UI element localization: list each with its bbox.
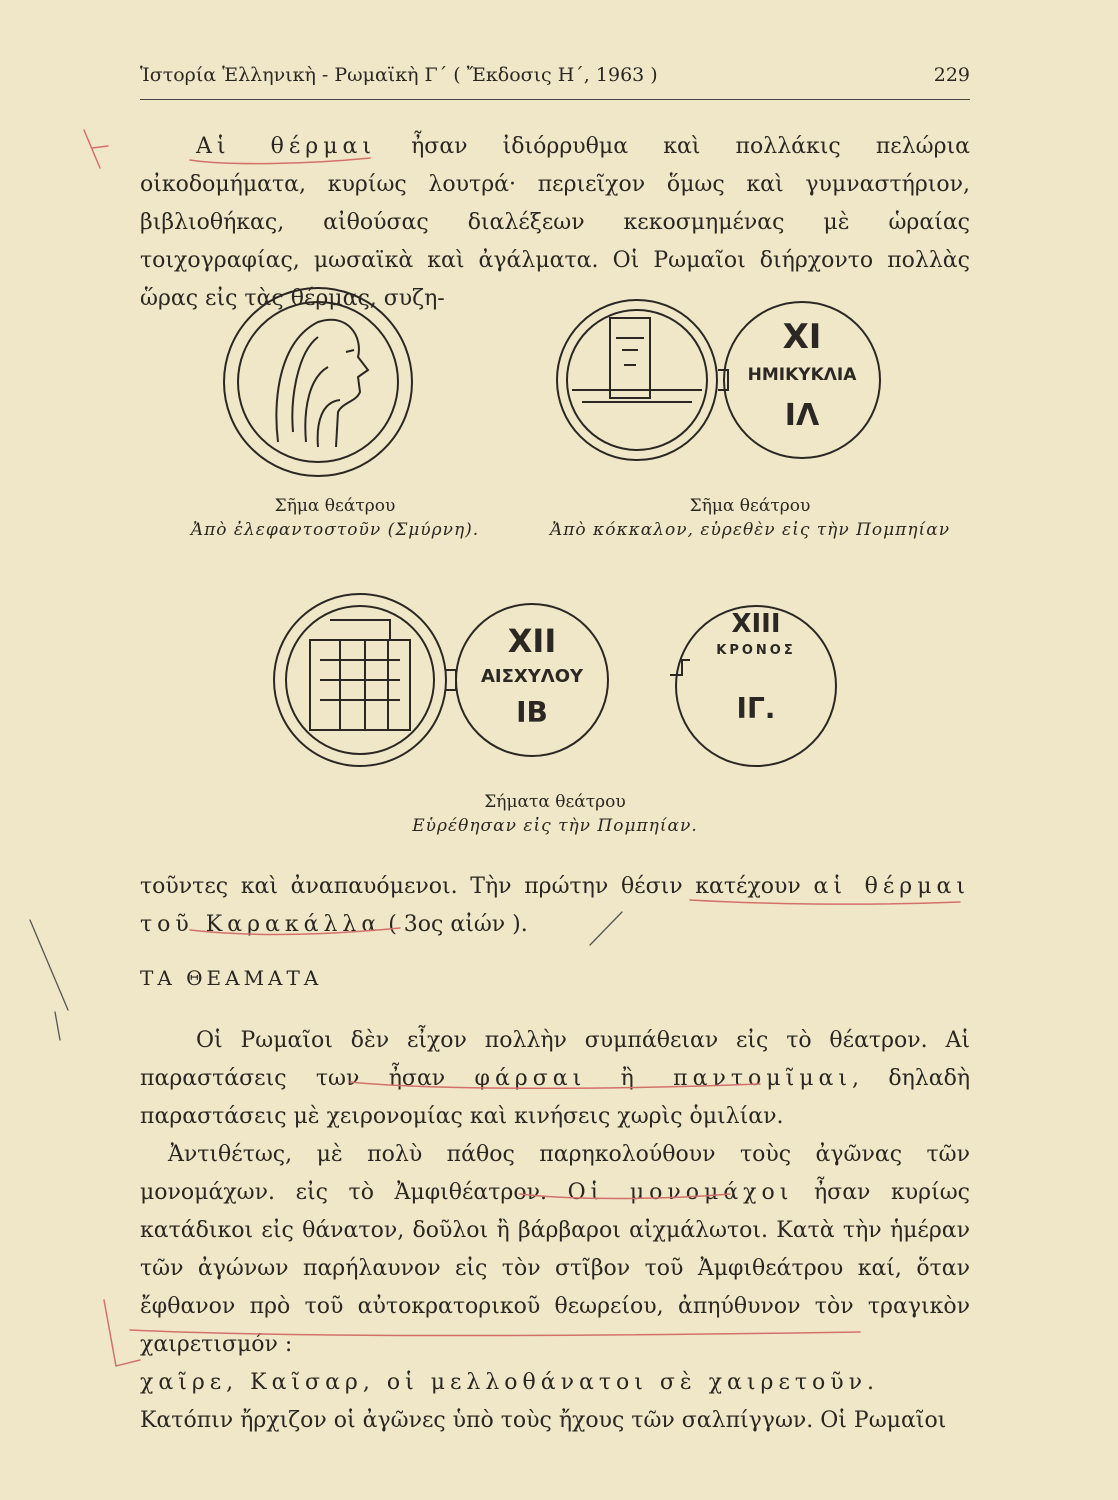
term-gladiators: Οἱ μονομάχοι bbox=[567, 1180, 794, 1205]
paragraph-gladiators-text1: Ἀντιθέτως, μὲ πολὺ πάθος παρηκολούθουν τοὺς ἀγῶνας τῶν μονομάχων. εἰς τὸ Ἀμφιθέατρον. bbox=[140, 1142, 970, 1205]
red-underline-thermae2 bbox=[690, 900, 960, 904]
red-underline-farces bbox=[350, 1082, 760, 1088]
gladiator-salute: χαῖρε, Καῖσαρ, οἱ μελλοθάνατοι σὲ χαιρετοῦν. bbox=[140, 1370, 880, 1395]
paragraph-gladiators-text2: ἦσαν κυρίως κατάδικοι εἰς θάνατον, δοῦλοι ἢ βάρβαροι αἰχμάλωτοι. Κατὰ τὴν ἡμέραν τῶν ἀγώνων παρήλαυνον εἰς τὸν στῖβον τοῦ Ἀμφιθεάτρου καί, ὅταν ἔφθανον πρὸ τοῦ αὐτοκρατορικοῦ θεωρείου, ἀπηύθυνον τὸν τραγικὸν χαιρετισμόν : bbox=[140, 1180, 970, 1357]
figure3-caption: Σήματα θεάτρου bbox=[484, 792, 626, 812]
paragraph-gladiators-text3: Κατόπιν ἤρχιζον οἱ ἀγῶνες ὑπὸ τοὺς ἤχους τῶν σαλπίγγων. Οἱ Ρωμαῖοι bbox=[140, 1408, 947, 1433]
figure3-source: Εὑρέθησαν εἰς τὴν Πομπηίαν. bbox=[412, 816, 698, 836]
token2-name: ΚΡΟΝΟΣ bbox=[716, 643, 796, 658]
figure2-source: Ἀπὸ κόκκαλον, εὑρεθὲν εἰς τὴν Πομπηίαν bbox=[549, 520, 951, 540]
paragraph-theatre-text1: Οἱ Ρωμαῖοι δὲν εἶχον πολλὴν συμπάθειαν εἰς τὸ θέατρον. Αἱ παραστάσεις των ἦσαν bbox=[140, 1028, 970, 1091]
token-name: ΗΜΙΚΥΚΛΙΑ bbox=[747, 365, 857, 385]
token1-seat: ΙΒ bbox=[516, 696, 548, 729]
token1-number: XII bbox=[507, 622, 557, 660]
term-caracalla: αἱ θέρμαι τοῦ Καρακάλλα bbox=[140, 874, 970, 937]
figure2-caption: Σῆμα θεάτρου bbox=[689, 496, 811, 516]
header-title: Ἱστορία Ἑλληνικὴ - Ρωμαϊκὴ Γ΄ ( Ἔκδοσις Η΄, 1963 ) bbox=[140, 64, 658, 86]
term-thermae: Αἱ θέρμαι bbox=[196, 134, 376, 159]
page-number: 229 bbox=[933, 64, 970, 86]
red-underline-thermae bbox=[190, 158, 370, 164]
red-margin-bracket bbox=[104, 1300, 140, 1366]
red-underline-gladiators bbox=[520, 1194, 730, 1199]
paragraph-caracalla-tail: ( 3ος αἰών ). bbox=[381, 912, 528, 937]
paragraph-thermae-text: ἦσαν ἰδιόρρυθμα καὶ πολλάκις πελώρια οἰκοδομήματα, κυρίως λουτρά· περιεῖχον ὅμως καὶ γυμναστήριον, βιβλιοθήκας, αἰθούσας διαλέξεων κεκοσμημένας μὲ ὡραίας τοιχογραφίας, μωσαϊκὰ καὶ ἀγάλματα. Οἱ Ρωμαῖοι διήρχοντο πολλὰς ὥρας εἰς τὰς θέρμας, συζη- bbox=[140, 134, 970, 311]
paragraph-theatre-text2: , δηλαδὴ παραστάσεις μὲ χειρονομίας καὶ κινήσεις χωρὶς ὁμιλίαν. bbox=[140, 1066, 971, 1129]
token2-number: XIII bbox=[731, 609, 781, 639]
figure1-source: Ἀπὸ ἐλεφαντοστοῦν (Σμύρνη). bbox=[190, 520, 480, 540]
pencil-margin-mark bbox=[30, 920, 68, 1040]
section-heading: ΤΑ ΘΕΑΜΑΤΑ bbox=[140, 966, 323, 990]
red-margin-tick bbox=[84, 130, 108, 168]
term-farces: φάρσαι ἢ παντομῖμαι bbox=[474, 1066, 852, 1091]
token-number: XI bbox=[782, 317, 822, 357]
token-seat: ΙΛ bbox=[784, 398, 820, 433]
paragraph-caracalla-text: τοῦντες καὶ ἀναπαυόμενοι. Τὴν πρώτην θέσιν κατέχουν bbox=[140, 874, 814, 899]
pencil-slash-mark bbox=[590, 912, 622, 945]
red-underline-salute bbox=[130, 1330, 860, 1336]
red-underline-caracalla bbox=[190, 928, 400, 934]
figure1-caption: Σῆμα θεάτρου bbox=[274, 496, 396, 516]
token1-name: ΑΙΣΧΥΛΟΥ bbox=[480, 666, 584, 687]
token2-seat: ΙΓ. bbox=[736, 692, 776, 725]
